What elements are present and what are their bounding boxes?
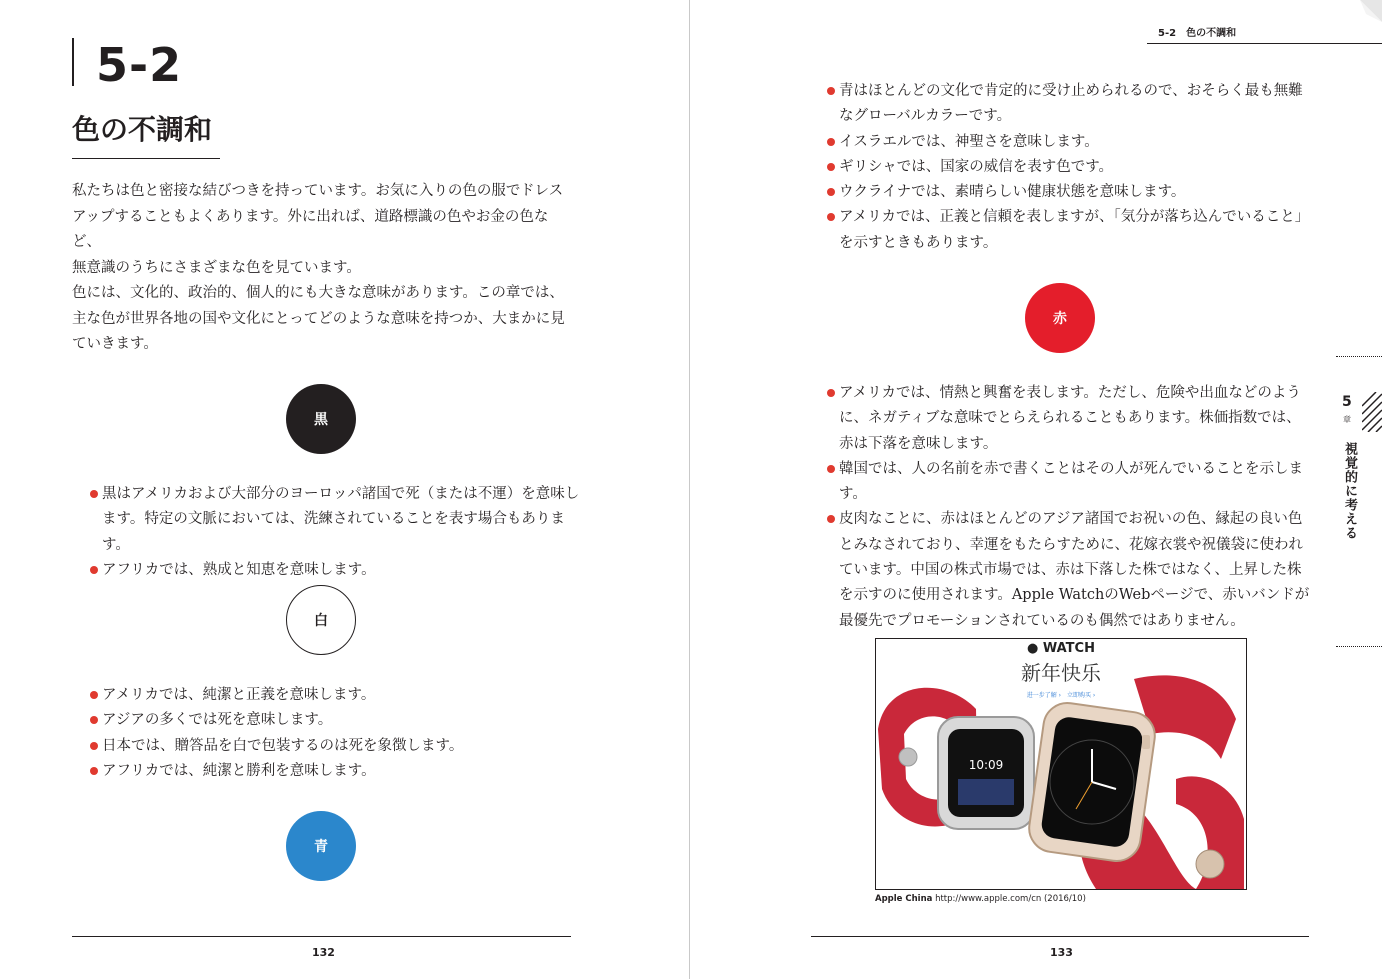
list-item: アフリカでは、熟成と知恵を意味します。 — [90, 558, 580, 583]
chapter-tab — [1336, 356, 1382, 648]
watch-time-display: 10:09 — [968, 758, 1004, 772]
list-item: 韓国では、人の名前を赤で書くことはその人が死んでいることを示します。 — [827, 457, 1311, 508]
red-band-watches-illustration — [876, 639, 1246, 889]
left-page — [0, 0, 690, 979]
list-item: アジアの多くでは死を意味します。 — [90, 708, 580, 733]
chapter-number: 5 — [1342, 394, 1352, 410]
apple-logo-icon: ● — [1027, 641, 1043, 656]
text-line: ていきます。 — [72, 336, 158, 352]
list-item: アフリカでは、純潔と勝利を意味します。 — [90, 759, 580, 784]
footer-rule — [72, 936, 571, 937]
red-bullet-list — [827, 381, 1311, 634]
page-curl-icon — [1360, 0, 1382, 22]
list-item: 皮肉なことに、赤はほとんどのアジア諸国でお祝いの色、縁起の良い色 とみなされており、幸運をもたらすために、花嫁衣裳や祝儀袋に使われ ています。中国の株式市場では、赤は下落した株ではなく、上昇した株 を示すのに使用されます。Apple WatchのWebページで、赤いバンドが 最優先でプロモーションされているのも偶然ではありません。 — [827, 507, 1311, 633]
red-color-circle: 赤 — [1025, 283, 1095, 353]
apple-watch-figure — [875, 638, 1247, 890]
list-item: アメリカでは、正義と信頼を表しますが、「気分が落ち込んでいること」 を示すときもあります。 — [827, 205, 1311, 256]
text-line: 私たちは色と密接な結びつきを持っています。お気に入りの色の服でドレス — [72, 183, 564, 199]
watch-brand-heading: ● WATCH — [1027, 641, 1095, 656]
chapter-title: 視覚的に考える — [1342, 442, 1357, 540]
section-number: 5-2 — [72, 38, 182, 86]
tab-rule-top — [1336, 356, 1382, 358]
list-item: アメリカでは、純潔と正義を意味します。 — [90, 683, 580, 708]
section-title: 色の不調和 — [72, 110, 220, 159]
list-item: 青はほとんどの文化で肯定的に受け止められるので、おそらく最も無難 なグローバルカラーです。 — [827, 79, 1311, 130]
intro-paragraph-1 — [72, 179, 572, 281]
text-line: 主な色が世界各地の国や文化にとってどのような意味を持つか、大まかに見 — [72, 310, 565, 327]
list-item: アメリカでは、情熱と興奮を表します。ただし、危険や出血などのよう に、ネガティブな意味でとらえられることもあります。株価指数では、 赤は下落を意味します。 — [827, 381, 1311, 457]
list-item: ウクライナでは、素晴らしい健康状態を意味します。 — [827, 180, 1311, 205]
text-line: アップすることもよくあります。外に出れば、道路標識の色やお金の色など、 — [72, 208, 549, 250]
list-item: 黒はアメリカおよび大部分のヨーロッパ諸国で死（または不運）を意味し ます。特定の文脈においては、洗練されていることを表す場合もあります。 — [90, 482, 580, 558]
page-gutter — [689, 0, 690, 979]
promo-links: 进一步了解 › 立即购买 › — [1026, 692, 1096, 699]
list-item: ギリシャでは、国家の威信を表す色です。 — [827, 155, 1311, 180]
page-number: 133 — [1050, 946, 1073, 959]
list-item: 日本では、贈答品を白で包装するのは死を象徴します。 — [90, 734, 580, 759]
hatch-pattern-icon — [1362, 392, 1382, 432]
chapter-suffix: 章 — [1343, 415, 1351, 424]
black-bullet-list — [90, 482, 580, 583]
right-page — [691, 0, 1382, 979]
list-item: イスラエルでは、神聖さを意味します。 — [827, 130, 1311, 155]
running-head: 5-2 色の不調和 — [1158, 28, 1237, 39]
intro-paragraph-2 — [72, 281, 572, 358]
blue-color-circle: 青 — [286, 811, 356, 881]
white-bullet-list — [90, 683, 580, 784]
blue-bullet-list — [827, 79, 1311, 256]
running-head-rule — [1147, 43, 1382, 44]
white-color-circle: 白 — [286, 585, 356, 655]
new-year-greeting: 新年快乐 — [1021, 661, 1101, 685]
figure-caption: Apple China http://www.apple.com/cn (2016/10) — [875, 894, 1086, 904]
tab-rule-bottom — [1336, 646, 1382, 648]
page-number: 132 — [312, 946, 335, 959]
black-color-circle: 黒 — [286, 384, 356, 454]
footer-rule — [811, 936, 1309, 937]
text-line: 無意識のうちにさまざまな色を見ています。 — [72, 259, 361, 276]
text-line: 色には、文化的、政治的、個人的にも大きな意味があります。この章では、 — [72, 285, 564, 301]
